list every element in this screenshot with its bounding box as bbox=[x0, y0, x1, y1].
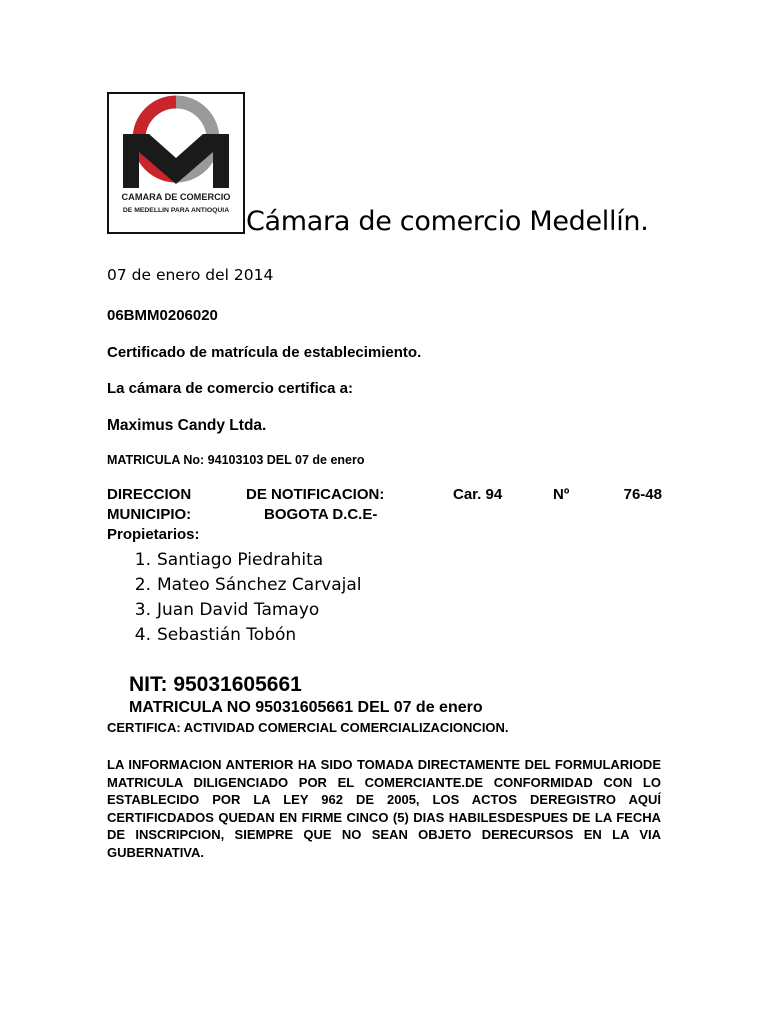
municipality-value: BOGOTA D.C.E- bbox=[264, 506, 378, 523]
address-number: 76-48 bbox=[623, 486, 662, 503]
address-row bbox=[107, 486, 662, 506]
municipality-row bbox=[107, 506, 662, 526]
list-item bbox=[107, 548, 362, 573]
owners-list bbox=[107, 548, 362, 648]
legal-note: LA INFORMACION ANTERIOR HA SIDO TOMADA DIRECTAMENTE DEL FORMULARIODE MATRICULA DILIGENCIADO POR EL COMERCIANTE.DE CONFORMIDAD CON LO ESTABLECIDO POR LA LEY 962 DE 2005, LOS ACTOS DEREGISTRO AQUÍ CERTIFICDADOS QUEDAN EN FIRME CINCO (5) DIAS HABILESDESPUES DE LA FECHA DE INSCRIPCION, SIEMPRE QUE NO SEAN OBJETO DERECURSOS EN LA VIA GUBERNATIVA. bbox=[107, 757, 661, 860]
logo-line1: CAMARA DE COMERCIO bbox=[121, 192, 231, 202]
nit-matricula: MATRICULA NO 95031605661 DEL 07 de enero bbox=[129, 699, 483, 716]
list-item bbox=[107, 598, 362, 623]
logo-line2: DE MEDELLIN PARA ANTIOQUIA bbox=[122, 207, 230, 214]
list-item bbox=[107, 623, 362, 648]
company-name: Maximus Candy Ltda. bbox=[107, 417, 267, 434]
municipality-label: MUNICIPIO: bbox=[107, 506, 192, 523]
owner-number: 4. bbox=[134, 625, 151, 645]
address-label-2: DE NOTIFICACION: bbox=[246, 486, 385, 503]
matricula-line: MATRICULA No: 94103103 DEL 07 de enero bbox=[107, 453, 365, 467]
owner-name: Sebastián Tobón bbox=[157, 625, 297, 645]
address-label-1: DIRECCION bbox=[107, 486, 192, 503]
owner-number: 2. bbox=[134, 575, 151, 595]
chamber-logo bbox=[107, 92, 245, 234]
owner-number: 3. bbox=[134, 600, 151, 620]
certificate-type: Certificado de matrícula de establecimiento. bbox=[107, 344, 422, 361]
document-date: 07 de enero del 2014 bbox=[107, 266, 274, 284]
list-item bbox=[107, 573, 362, 598]
owner-name: Santiago Piedrahita bbox=[157, 550, 324, 570]
owner-number: 1. bbox=[134, 550, 151, 570]
certifies-line: La cámara de comercio certifica a: bbox=[107, 380, 353, 397]
owners-label: Propietarios: bbox=[107, 526, 200, 543]
nit-value: NIT: 95031605661 bbox=[129, 673, 302, 696]
chamber-logo-graphic bbox=[107, 92, 245, 234]
address-number-sign: Nº bbox=[553, 486, 570, 503]
owner-name: Mateo Sánchez Carvajal bbox=[157, 575, 362, 595]
owner-name: Juan David Tamayo bbox=[157, 600, 320, 620]
document-title: Cámara de comercio Medellín. bbox=[246, 206, 649, 237]
activity-line: CERTIFICA: ACTIVIDAD COMERCIAL COMERCIALIZACIONCION. bbox=[107, 720, 509, 735]
address-street: Car. 94 bbox=[453, 486, 503, 503]
certificate-code: 06BMM0206020 bbox=[107, 307, 218, 324]
